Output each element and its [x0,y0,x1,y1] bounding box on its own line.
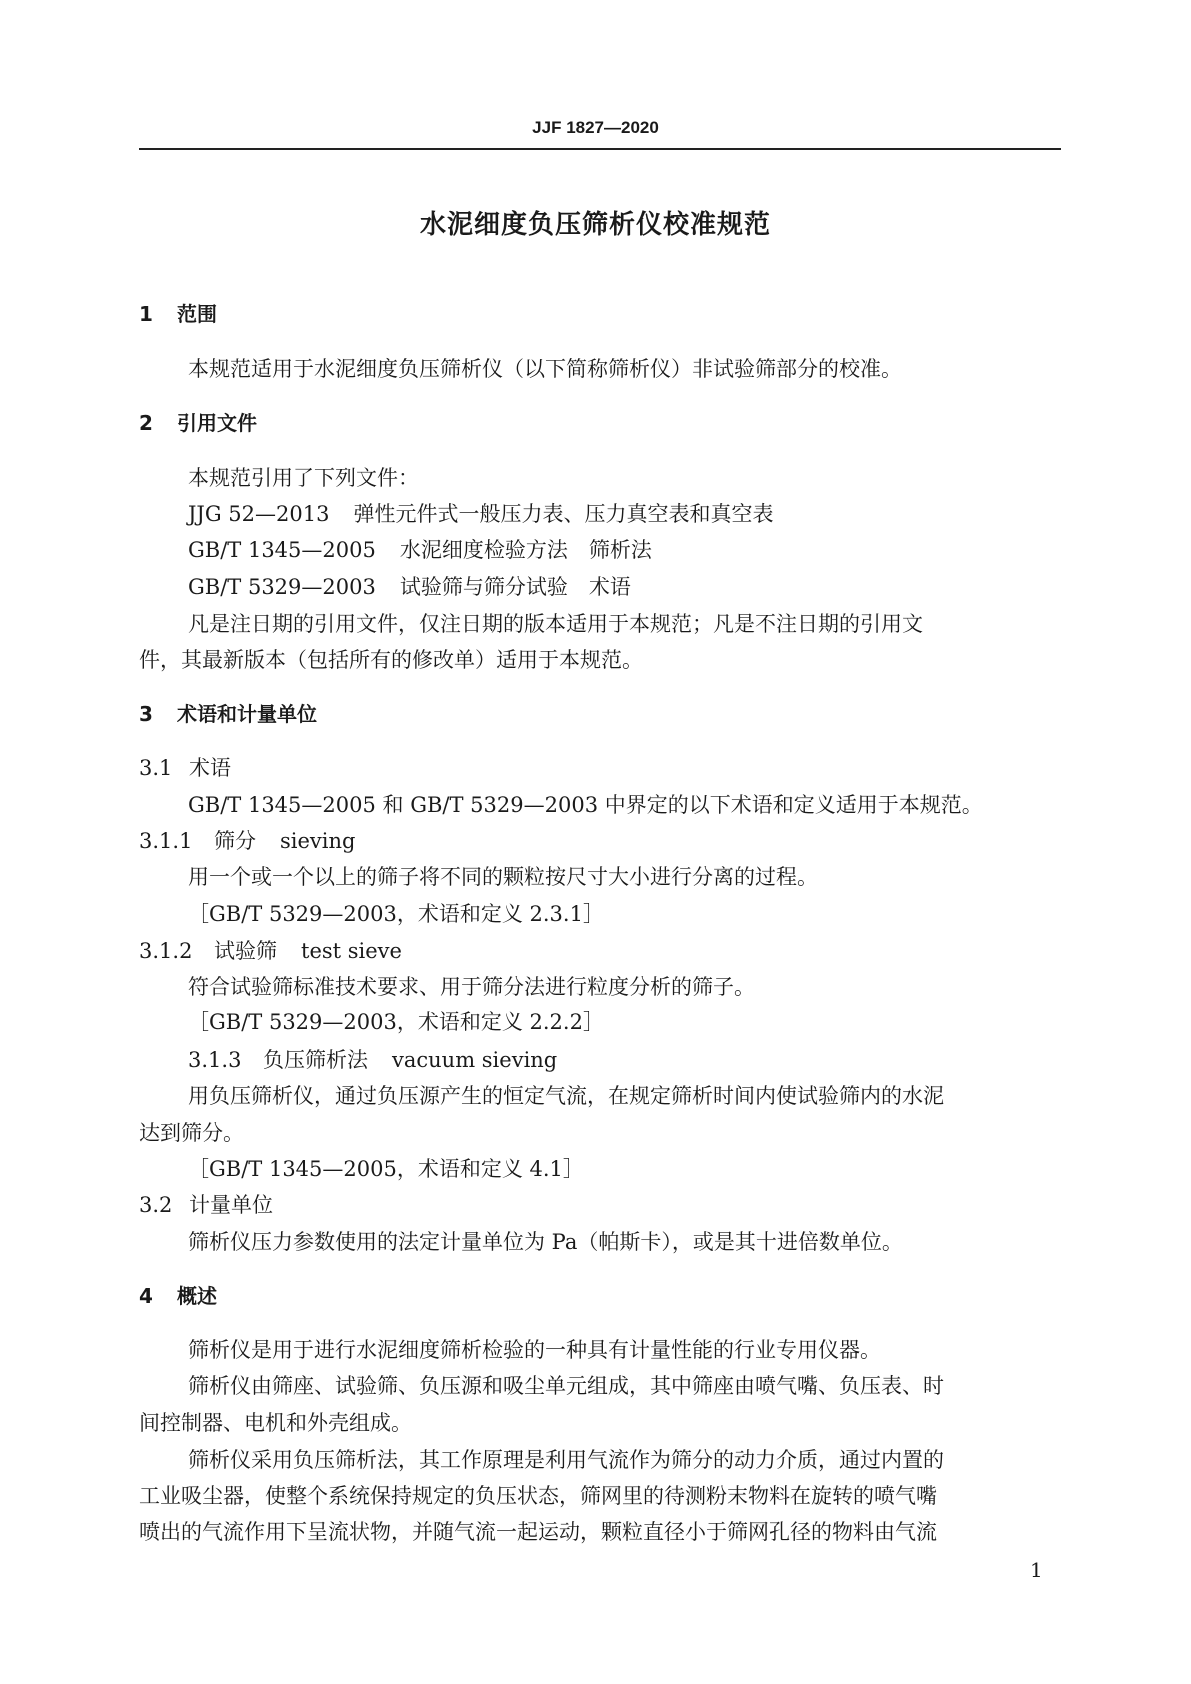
document-header-code: JJF 1827—2020 [532,118,659,137]
term-definition: 用负压筛析仪，通过负压源产生的恒定气流，在规定筛析时间内使试验筛内的水泥 [188,1084,944,1108]
overview-paragraph-cont: 喷出的气流作用下呈流状物，并随气流一起运动，颗粒直径小于筛网孔径的物料由气流 [139,1520,937,1544]
term-3-1-3 [188,1042,1061,1078]
units-paragraph: 筛析仪压力参数使用的法定计量单位为 Pa（帕斯卡），或是其十进倍数单位。 [188,1230,903,1254]
references-intro: 本规范引用了下列文件： [188,466,419,490]
section-title: 范围 [177,302,217,326]
term-source: ［GB/T 1345—2005，术语和定义 4.1］ [188,1157,584,1181]
term-definition: 用一个或一个以上的筛子将不同的颗粒按尺寸大小进行分离的过程。 [188,865,818,889]
section-3-heading [139,696,1061,732]
term-source: ［GB/T 5329—2003，术语和定义 2.2.2］ [188,1010,604,1034]
term-english: test sieve [301,939,402,963]
term-number: 3.1.1 [139,829,193,853]
overview-paragraph: 筛析仪是用于进行水泥细度筛析检验的一种具有计量性能的行业专用仪器。 [188,1338,881,1362]
term-number: 3.1.3 [188,1048,242,1072]
term-english: sieving [280,829,356,853]
section-1-paragraph: 本规范适用于水泥细度负压筛析仪（以下简称筛析仪）非试验筛部分的校准。 [188,357,902,381]
subsection-3-2-heading [139,1187,1061,1223]
term-english: vacuum sieving [392,1048,558,1072]
term-3-1-2 [139,933,1061,969]
term-definition: 符合试验筛标准技术要求、用于筛分法进行粒度分析的筛子。 [188,975,755,999]
section-4-heading [139,1278,1061,1314]
header-rule [139,148,1061,150]
reference-name: 水泥细度检验方法 筛析法 [399,538,652,562]
terms-intro: GB/T 1345—2005 和 GB/T 5329—2003 中界定的以下术语和定义适用于本规范。 [188,793,983,817]
section-number: 1 [139,302,153,326]
section-1-heading [139,296,1061,332]
overview-paragraph-cont: 工业吸尘器，使整个系统保持规定的负压状态，筛网里的待测粉末物料在旋转的喷气嘴 [139,1484,937,1508]
term-definition-cont: 达到筛分。 [139,1121,244,1145]
section-title: 概述 [177,1284,217,1308]
section-title: 术语和计量单位 [177,702,317,726]
section-2-heading [139,405,1061,441]
term-chinese: 试验筛 [214,939,277,963]
reference-item [188,496,1061,532]
reference-item [188,532,1061,568]
references-note-cont: 件，其最新版本（包括所有的修改单）适用于本规范。 [139,648,643,672]
subsection-title: 术语 [189,756,231,780]
section-number: 2 [139,411,153,435]
references-note: 凡是注日期的引用文件，仅注日期的版本适用于本规范；凡是不注日期的引用文 [188,612,923,636]
subsection-3-1-heading [139,750,1061,786]
reference-code: JJG 52—2013 [188,502,330,526]
page-title: 水泥细度负压筛析仪校准规范 [419,210,771,240]
overview-paragraph: 筛析仪采用负压筛析法，其工作原理是利用气流作为筛分的动力介质，通过内置的 [188,1448,944,1472]
overview-paragraph-cont: 间控制器、电机和外壳组成。 [139,1411,412,1435]
page-number: 1 [1030,1558,1043,1582]
reference-code: GB/T 1345—2005 [188,538,376,562]
subsection-number: 3.2 [139,1193,173,1217]
overview-paragraph: 筛析仪由筛座、试验筛、负压源和吸尘单元组成，其中筛座由喷气嘴、负压表、时 [188,1374,944,1398]
section-number: 3 [139,702,153,726]
subsection-title: 计量单位 [189,1193,273,1217]
reference-name: 弹性元件式一般压力表、压力真空表和真空表 [353,502,774,526]
term-chinese: 筛分 [214,829,256,853]
section-title: 引用文件 [177,411,257,435]
reference-code: GB/T 5329—2003 [188,575,376,599]
term-3-1-1 [139,823,1061,859]
subsection-number: 3.1 [139,756,173,780]
term-source: ［GB/T 5329—2003，术语和定义 2.3.1］ [188,902,604,926]
section-number: 4 [139,1284,153,1308]
term-number: 3.1.2 [139,939,193,963]
reference-item [188,569,1061,605]
reference-name: 试验筛与筛分试验 术语 [399,575,631,599]
term-chinese: 负压筛析法 [263,1048,368,1072]
